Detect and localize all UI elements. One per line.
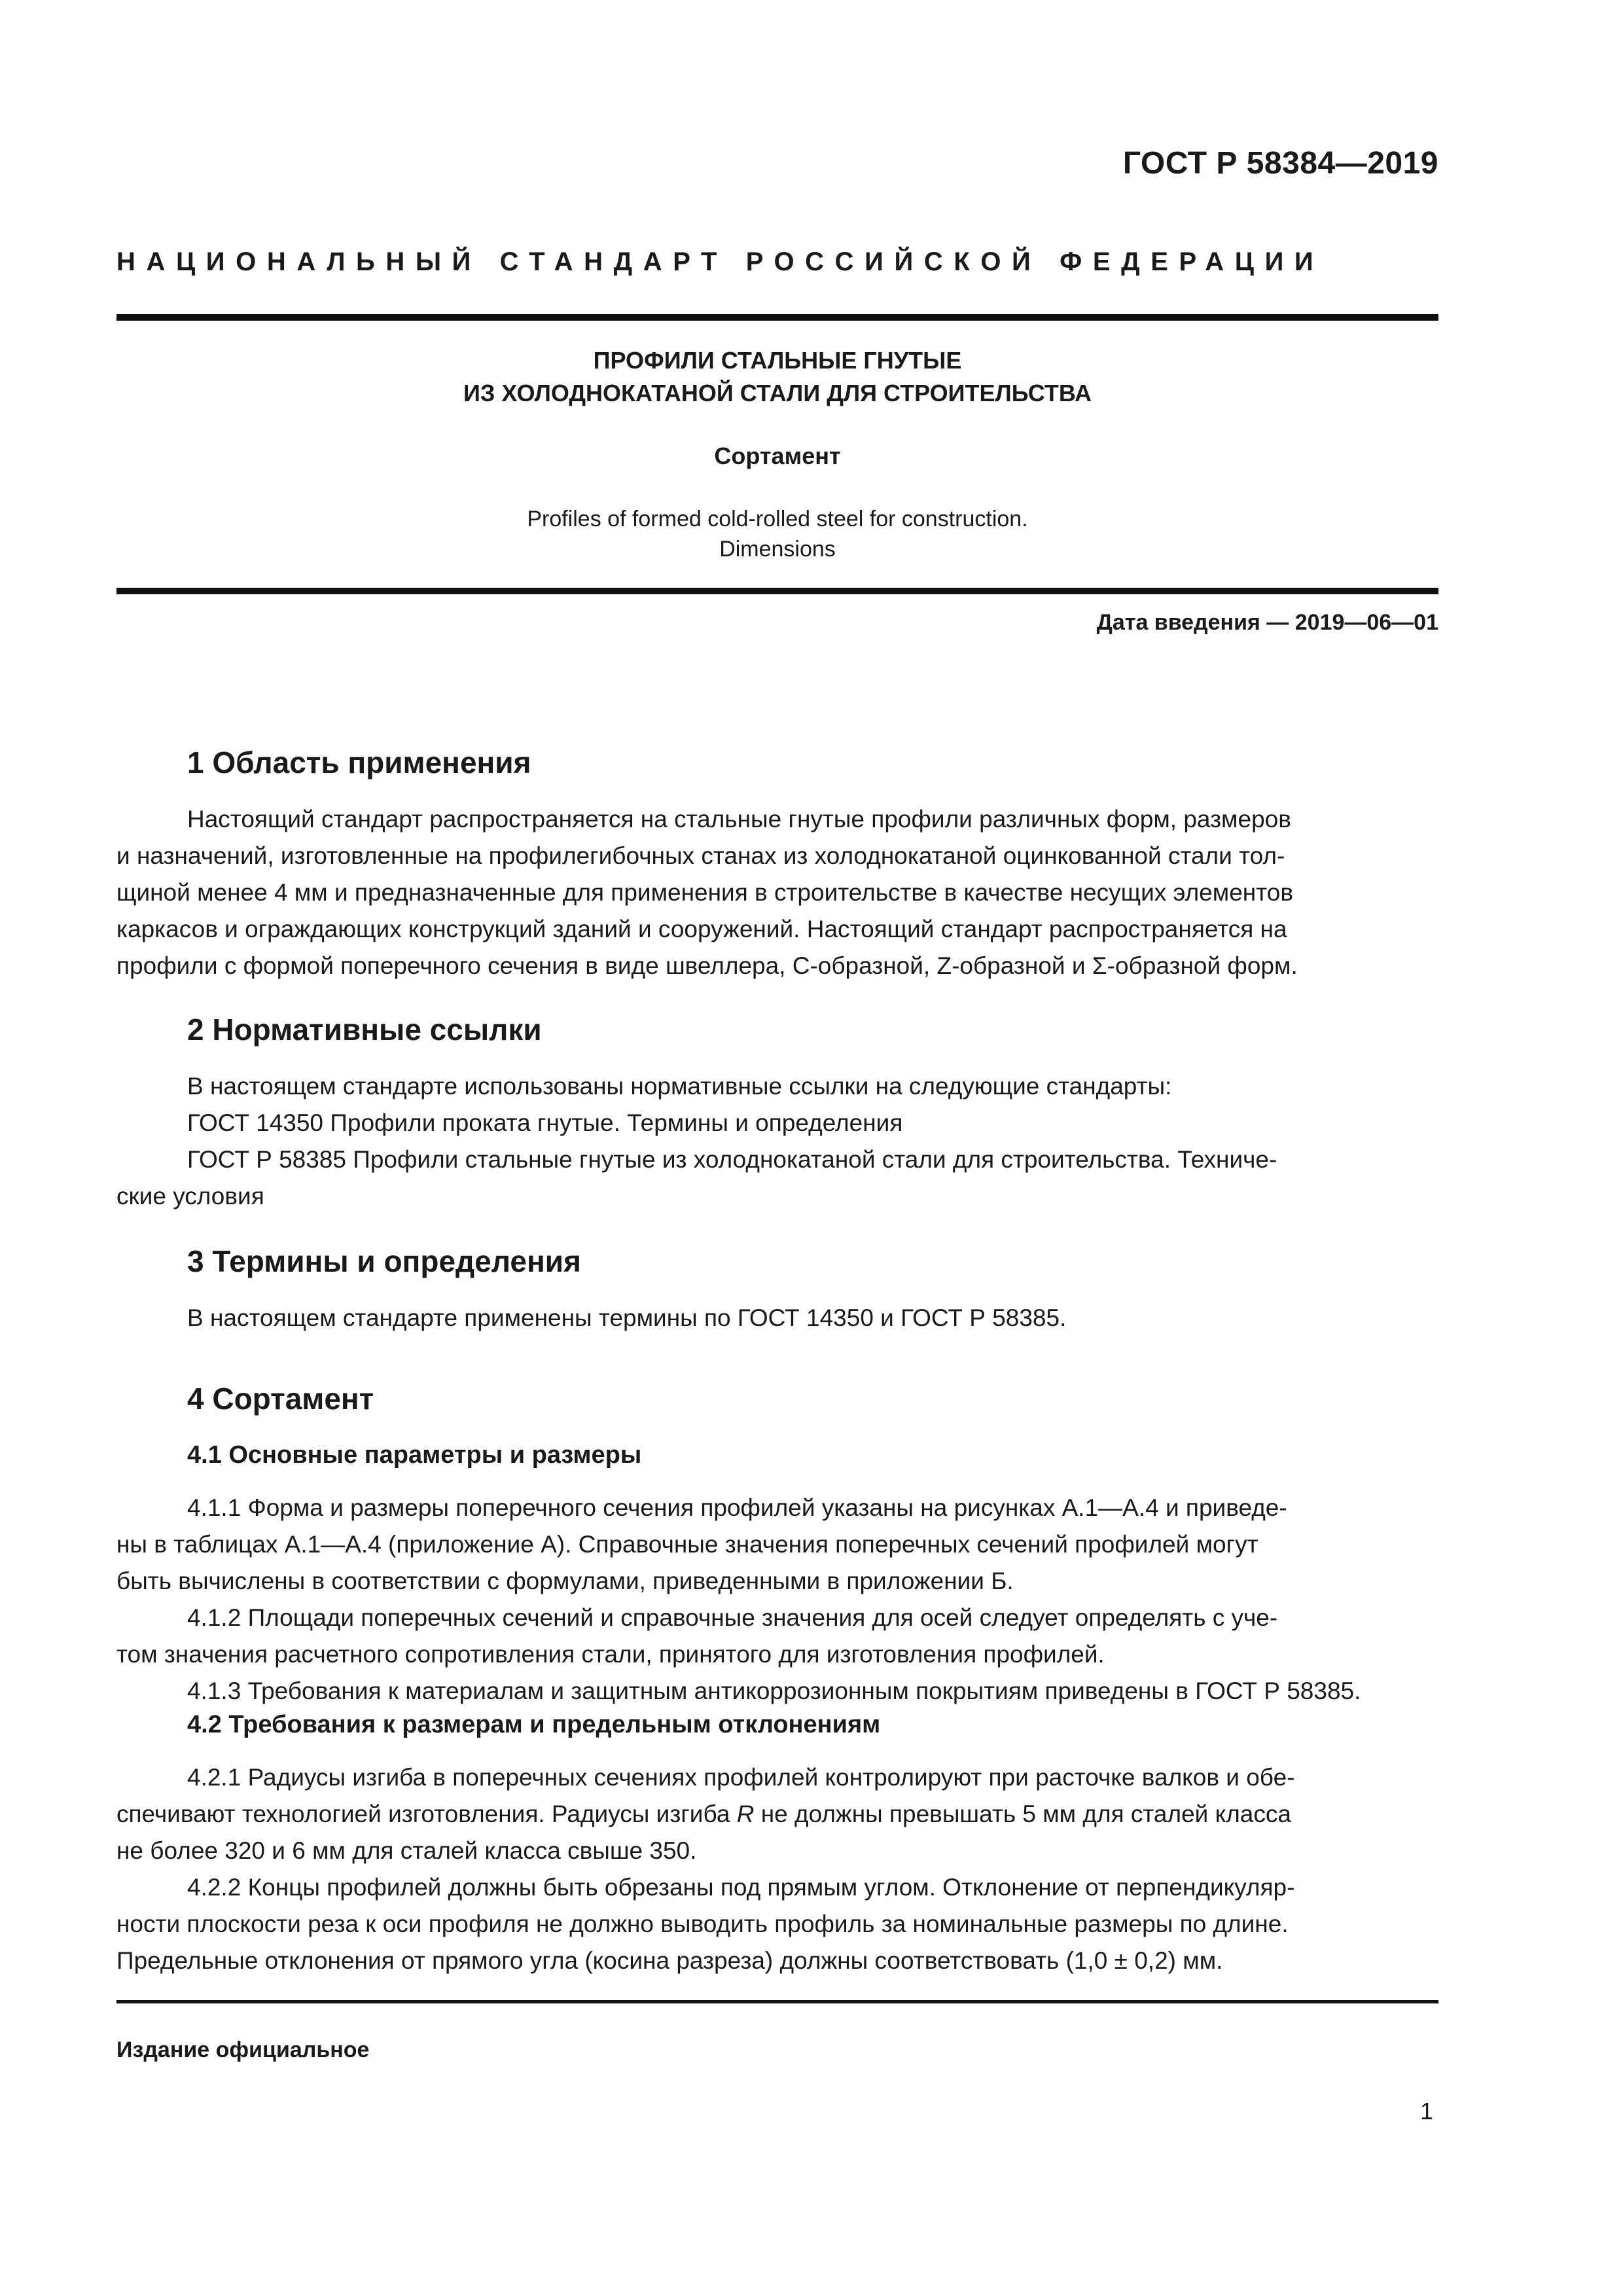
text-line: ГОСТ Р 58385 Профили стальные гнутые из холоднокатаной стали для строительства. Техниче- bbox=[187, 1146, 1277, 1173]
text-line: 4.1.2 Площади поперечных сечений и справочные значения для осей следует определять с уче- bbox=[187, 1604, 1278, 1631]
english-title-line-1: Profiles of formed cold-rolled steel for construction. bbox=[527, 507, 1028, 531]
text-line: В настоящем стандарте применены термины по ГОСТ 14350 и ГОСТ Р 58385. bbox=[187, 1304, 1067, 1331]
radius-symbol: R bbox=[736, 1801, 755, 1827]
text-line: Настоящий стандарт распространяется на стальные гнутые профили различных форм, размеров bbox=[187, 806, 1291, 833]
text-line: 4.1.1 Форма и размеры поперечного сечения профилей указаны на рисунках А.1—А.4 и приведе- bbox=[187, 1494, 1287, 1521]
title-line-2: ИЗ ХОЛОДНОКАТАНОЙ СТАЛИ ДЛЯ СТРОИТЕЛЬСТВА bbox=[463, 380, 1092, 406]
english-title-line-2: Dimensions bbox=[719, 537, 836, 562]
text-line: 4.2.1 Радиусы изгиба в поперечных сечениях профилей контролируют при расточке валков и обе- bbox=[187, 1764, 1295, 1791]
top-rule bbox=[116, 314, 1438, 321]
section-2-text bbox=[116, 1068, 1438, 1215]
title-bottom-rule bbox=[116, 588, 1438, 594]
text-line: 4.1.3 Требования к материалам и защитным антикоррозионным покрытиям приведены в ГОСТ Р 58385. bbox=[187, 1677, 1361, 1704]
text-line: быть вычислены в соответствии с формулами, приведенными в приложении Б. bbox=[116, 1568, 1014, 1594]
section-3-heading: 3 Термины и определения bbox=[187, 1244, 581, 1278]
document-subtitle: Сортамент bbox=[714, 442, 841, 469]
official-edition-label: Издание официальное bbox=[116, 2037, 370, 2062]
text-line: ГОСТ 14350 Профили проката гнутые. Термины и определения bbox=[187, 1109, 903, 1136]
title-line-1: ПРОФИЛИ СТАЛЬНЫЕ ГНУТЫЕ bbox=[593, 347, 962, 374]
section-1-heading: 1 Область применения bbox=[187, 745, 531, 780]
text-line: ские условия bbox=[116, 1183, 264, 1210]
text-line: ности плоскости реза к оси профиля не должно выводить профиль за номинальные размеры по длине. bbox=[116, 1910, 1289, 1937]
text-line: Предельные отклонения от прямого угла (косина разреза) должны соответствовать (1,0 ± 0,2) мм. bbox=[116, 1947, 1223, 1974]
document-page bbox=[116, 0, 1438, 2296]
text-line bbox=[116, 1796, 1438, 1833]
section-2-heading: 2 Нормативные ссылки bbox=[187, 1013, 542, 1047]
subsection-4-2-heading: 4.2 Требования к размерам и предельным отклонениям bbox=[187, 1711, 881, 1738]
text-line: каркасов и ограждающих конструкций зданий и сооружений. Настоящий стандарт распространяется на bbox=[116, 916, 1287, 942]
subsection-4-1-text bbox=[116, 1490, 1438, 1710]
text-line: том значения расчетного сопротивления стали, принятого для изготовления профилей. bbox=[116, 1641, 1105, 1668]
text-line: не более 320 и 6 мм для сталей класса свыше 350. bbox=[116, 1837, 697, 1864]
text-line: и назначений, изготовленные на профилегибочных станах из холоднокатаной оцинкованной стали тол- bbox=[116, 842, 1285, 869]
introduction-date: Дата введения — 2019—06—01 bbox=[1096, 610, 1438, 635]
text-line: профили с формой поперечного сечения в виде швеллера, С-образной, Z-образной и Σ-образной форм. bbox=[116, 952, 1298, 979]
section-4-heading: 4 Сортамент bbox=[187, 1382, 374, 1416]
section-3-text bbox=[116, 1300, 1438, 1336]
subsection-4-1-heading: 4.1 Основные параметры и размеры bbox=[187, 1441, 642, 1469]
footer-rule bbox=[116, 2000, 1438, 2003]
page-number: 1 bbox=[1419, 2098, 1433, 2125]
text-line: щиной менее 4 мм и предназначенные для применения в строительстве в качестве несущих элементов bbox=[116, 879, 1293, 906]
text-segment: спечивают технологией изготовления. Радиусы изгиба bbox=[116, 1801, 730, 1827]
section-1-text bbox=[116, 801, 1438, 984]
subsection-4-2-text bbox=[116, 1759, 1438, 1979]
text-line: 4.2.2 Концы профилей должны быть обрезаны под прямым углом. Отклонение от перпендикуляр- bbox=[187, 1874, 1295, 1901]
text-line: В настоящем стандарте использованы нормативные ссылки на следующие стандарты: bbox=[187, 1073, 1172, 1100]
national-standard-banner: НАЦИОНАЛЬНЫЙ СТАНДАРТ РОССИЙСКОЙ ФЕДЕРАЦИИ bbox=[116, 247, 1325, 276]
text-segment: не должны превышать 5 мм для сталей класса bbox=[760, 1801, 1291, 1827]
standard-code: ГОСТ Р 58384—2019 bbox=[1122, 146, 1438, 181]
text-line: ны в таблицах А.1—А.4 (приложение А). Справочные значения поперечных сечений профилей могут bbox=[116, 1531, 1258, 1558]
